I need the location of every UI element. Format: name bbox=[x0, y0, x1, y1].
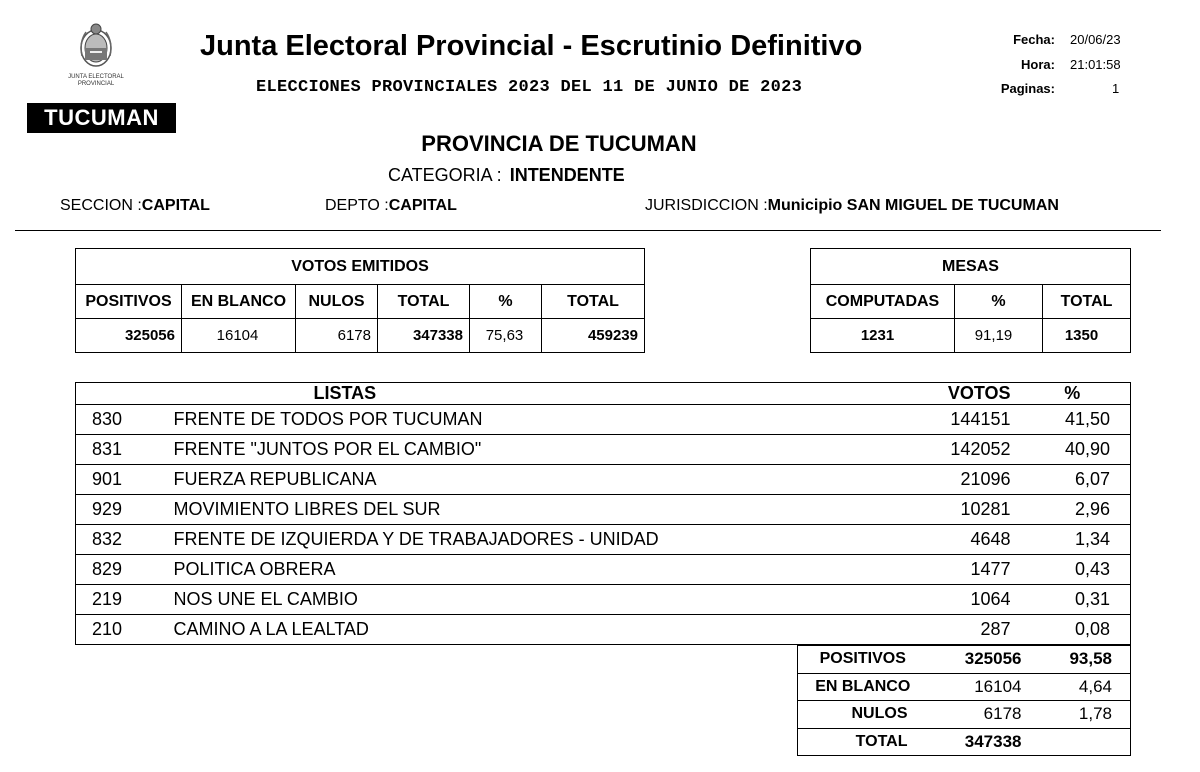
lista-name: MOVIMIENTO LIBRES DEL SUR bbox=[174, 495, 895, 525]
mesas-computadas-value: 1231 bbox=[811, 319, 955, 353]
lista-votos: 4648 bbox=[895, 525, 1015, 555]
lista-pct: 6,07 bbox=[1015, 465, 1131, 495]
table-row bbox=[76, 495, 1131, 525]
votos-header-nulos: NULOS bbox=[296, 285, 378, 319]
jurisdiccion bbox=[645, 197, 1059, 215]
votos-emitidos-table bbox=[75, 248, 645, 353]
listas-table bbox=[75, 382, 1131, 645]
logo-caption: JUNTA ELECTORAL PROVINCIAL bbox=[68, 74, 124, 87]
header-divider bbox=[15, 230, 1161, 231]
lista-votos: 1477 bbox=[895, 555, 1015, 585]
votos-emitidos-title: VOTOS EMITIDOS bbox=[76, 249, 645, 285]
categoria-value: INTENDENTE bbox=[509, 165, 625, 185]
votos-positivos-value: 325056 bbox=[76, 319, 182, 353]
lista-num: 929 bbox=[76, 495, 174, 525]
seccion-label: SECCION : bbox=[60, 197, 142, 214]
fecha-label: Fecha: bbox=[1013, 32, 1055, 47]
lista-name: NOS UNE EL CAMBIO bbox=[174, 585, 895, 615]
lista-votos: 287 bbox=[895, 615, 1015, 645]
mesas-table bbox=[810, 248, 1131, 353]
votos-header-positivos: POSITIVOS bbox=[76, 285, 182, 319]
lista-pct: 1,34 bbox=[1015, 525, 1131, 555]
lista-num: 829 bbox=[76, 555, 174, 585]
lista-pct: 2,96 bbox=[1015, 495, 1131, 525]
listas-header: LISTAS bbox=[174, 383, 895, 405]
lista-num: 901 bbox=[76, 465, 174, 495]
lista-name: CAMINO A LA LEALTAD bbox=[174, 615, 895, 645]
categoria bbox=[388, 165, 625, 186]
mesas-header-pct: % bbox=[955, 285, 1043, 319]
totales-row-nulos bbox=[798, 701, 1131, 729]
votos-header-en-blanco: EN BLANCO bbox=[182, 285, 296, 319]
lista-num: 219 bbox=[76, 585, 174, 615]
lista-votos: 21096 bbox=[895, 465, 1015, 495]
table-row bbox=[76, 615, 1131, 645]
lista-num: 832 bbox=[76, 525, 174, 555]
depto-label: DEPTO : bbox=[325, 197, 389, 214]
depto bbox=[325, 197, 457, 215]
election-subtitle: ELECCIONES PROVINCIALES 2023 DEL 11 DE JUNIO DE 2023 bbox=[256, 78, 803, 97]
lista-num: 830 bbox=[76, 405, 174, 435]
lista-pct: 0,08 bbox=[1015, 615, 1131, 645]
lista-pct: 0,31 bbox=[1015, 585, 1131, 615]
totales-table bbox=[797, 645, 1131, 756]
provincial-seal-icon bbox=[76, 22, 116, 70]
lista-votos: 10281 bbox=[895, 495, 1015, 525]
total-label: TOTAL bbox=[798, 728, 928, 756]
depto-value: CAPITAL bbox=[388, 197, 457, 214]
seccion-value: CAPITAL bbox=[141, 197, 210, 214]
nulos-label: NULOS bbox=[798, 701, 928, 729]
province-title: PROVINCIA DE TUCUMAN bbox=[421, 131, 697, 156]
hora-value: 21:01:58 bbox=[1070, 57, 1121, 72]
lista-pct: 40,90 bbox=[1015, 435, 1131, 465]
table-row bbox=[76, 585, 1131, 615]
totales-row-total bbox=[798, 728, 1131, 756]
categoria-label: CATEGORIA : bbox=[388, 165, 502, 185]
votos-nulos-value: 6178 bbox=[296, 319, 378, 353]
total-value: 347338 bbox=[928, 728, 1028, 756]
lista-num: 831 bbox=[76, 435, 174, 465]
mesas-title: MESAS bbox=[811, 249, 1131, 285]
seccion bbox=[60, 197, 210, 215]
jurisdiccion-value: Municipio SAN MIGUEL DE TUCUMAN bbox=[767, 197, 1059, 214]
votos-total-value: 347338 bbox=[378, 319, 470, 353]
votos-header-total: TOTAL bbox=[378, 285, 470, 319]
lista-name: FRENTE DE TODOS POR TUCUMAN bbox=[174, 405, 895, 435]
en-blanco-value: 16104 bbox=[928, 673, 1028, 701]
lista-pct: 0,43 bbox=[1015, 555, 1131, 585]
mesas-pct-value: 91,19 bbox=[955, 319, 1043, 353]
lista-name: POLITICA OBRERA bbox=[174, 555, 895, 585]
en-blanco-label: EN BLANCO bbox=[798, 673, 928, 701]
table-row bbox=[76, 555, 1131, 585]
positivos-pct: 93,58 bbox=[1028, 646, 1131, 674]
totales-row-en-blanco bbox=[798, 673, 1131, 701]
jurisdiccion-label: JURISDICCION : bbox=[645, 197, 768, 214]
positivos-label: POSITIVOS bbox=[798, 646, 928, 674]
en-blanco-pct: 4,64 bbox=[1028, 673, 1131, 701]
fecha-value: 20/06/23 bbox=[1070, 32, 1121, 47]
lista-num: 210 bbox=[76, 615, 174, 645]
page-title: Junta Electoral Provincial - Escrutinio Definitivo bbox=[200, 30, 863, 62]
lista-votos: 142052 bbox=[895, 435, 1015, 465]
votos-en-blanco-value: 16104 bbox=[182, 319, 296, 353]
lista-votos: 1064 bbox=[895, 585, 1015, 615]
totales-row-positivos bbox=[798, 646, 1131, 674]
votos-pct-value: 75,63 bbox=[470, 319, 542, 353]
votos-header-total-electores: TOTAL bbox=[542, 285, 645, 319]
nulos-pct: 1,78 bbox=[1028, 701, 1131, 729]
table-row bbox=[76, 525, 1131, 555]
positivos-value: 325056 bbox=[928, 646, 1028, 674]
pct-header: % bbox=[1015, 383, 1131, 405]
hora-label: Hora: bbox=[1021, 57, 1055, 72]
lista-votos: 144151 bbox=[895, 405, 1015, 435]
lista-name: FRENTE "JUNTOS POR EL CAMBIO" bbox=[174, 435, 895, 465]
paginas-value: 1 bbox=[1112, 81, 1120, 96]
table-row bbox=[76, 435, 1131, 465]
votos-header: VOTOS bbox=[895, 383, 1015, 405]
lista-pct: 41,50 bbox=[1015, 405, 1131, 435]
mesas-total-value: 1350 bbox=[1043, 319, 1131, 353]
table-row bbox=[76, 405, 1131, 435]
votos-header-pct: % bbox=[470, 285, 542, 319]
lista-name: FUERZA REPUBLICANA bbox=[174, 465, 895, 495]
mesas-header-computadas: COMPUTADAS bbox=[811, 285, 955, 319]
nulos-value: 6178 bbox=[928, 701, 1028, 729]
paginas-label: Paginas: bbox=[1000, 81, 1055, 96]
votos-total-electores-value: 459239 bbox=[542, 319, 645, 353]
lista-name: FRENTE DE IZQUIERDA Y DE TRABAJADORES - UNIDAD bbox=[174, 525, 895, 555]
province-badge: TUCUMAN bbox=[27, 103, 176, 133]
mesas-header-total: TOTAL bbox=[1043, 285, 1131, 319]
table-row bbox=[76, 465, 1131, 495]
